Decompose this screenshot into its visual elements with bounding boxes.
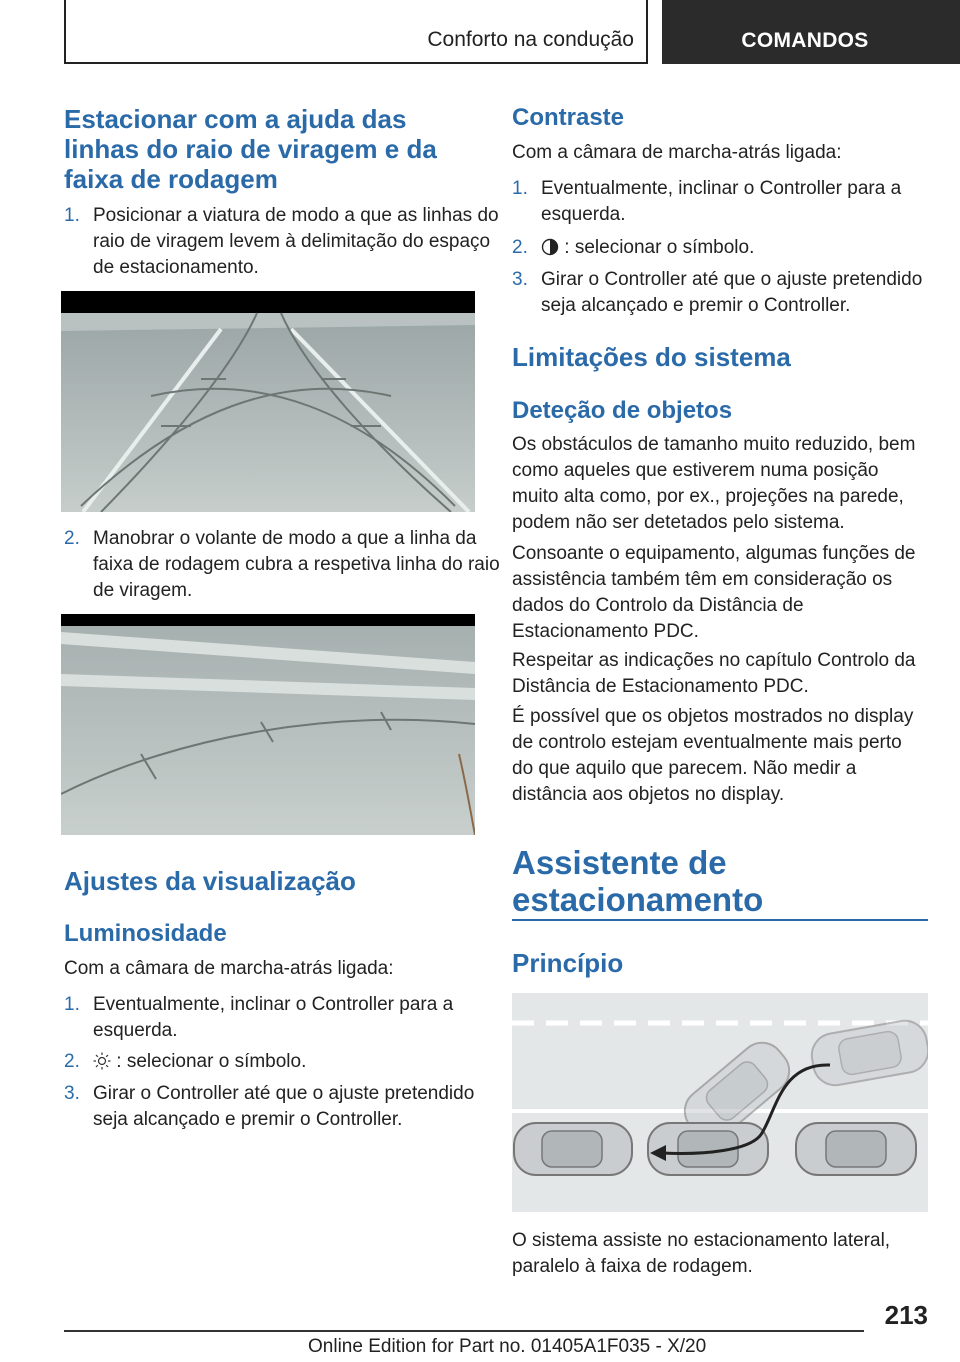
list-item: 2. : selecionar o símbolo. bbox=[64, 1049, 505, 1078]
camera-image-turning-lines bbox=[61, 291, 475, 512]
chapter-tab bbox=[662, 0, 960, 64]
paragraph-principle: O sistema assiste no estacionamento lateral, paralelo à faixa de rodagem. bbox=[512, 1230, 891, 1277]
footer-rule bbox=[64, 1330, 864, 1332]
list-item: 1. Eventualmente, inclinar o Controller para a esquerda. bbox=[64, 994, 454, 1041]
list-item: 1. Eventualmente, inclinar o Controller para a esquerda. bbox=[512, 178, 902, 225]
heading-parking-assistant: Assistente de estacionamento bbox=[512, 844, 764, 918]
heading-system-limits: Limitações do sistema bbox=[512, 342, 791, 372]
parked-car bbox=[514, 1123, 632, 1175]
heading-turning-lines: Estacionar com a ajuda das linhas do raio de viragem e da faixa de rodagem bbox=[64, 104, 437, 194]
subheading-luminosity: Luminosidade bbox=[64, 920, 227, 947]
intro-text-contrast: Com a câmara de marcha-atrás ligada: bbox=[512, 142, 842, 163]
running-header-section: Conforto na condução bbox=[427, 28, 634, 51]
paragraph-pdc-chapter: Respeitar as indicações no capítulo Controlo da Distância de Estacionamento PDC. bbox=[512, 650, 916, 697]
parking-illustration bbox=[512, 993, 928, 1212]
page-number: 213 bbox=[884, 1300, 928, 1330]
chapter-tab-label: COMANDOS bbox=[741, 29, 869, 52]
paragraph-display-distance: É possível que os objetos mostrados no display de controlo estejam eventualmente mais perto do que aquilo que parecem. Não medir a distância aos objetos no display. bbox=[512, 706, 914, 805]
subheading-object-detection: Deteção de objetos bbox=[512, 397, 733, 424]
edition-note: Online Edition for Part no. 01405A1F035 - X/20 bbox=[308, 1336, 707, 1357]
contrast-icon bbox=[541, 238, 559, 264]
list-item: 3. Girar o Controller até que o ajuste pretendido seja alcançado e premir o Controller. bbox=[512, 269, 923, 316]
running-header-box bbox=[64, 0, 648, 64]
intro-text-luminosity: Com a câmara de marcha-atrás ligada: bbox=[64, 958, 394, 979]
paragraph-pdc-data: Consoante o equipamento, algumas funções de assistência também têm em consideração os dados do Controlo da Distância de Estacionamento PDC. bbox=[512, 543, 916, 642]
heading-display-settings: Ajustes da visualização bbox=[64, 866, 356, 896]
list-item: 2. : selecionar o símbolo. bbox=[512, 235, 957, 264]
list-item: 3. Girar o Controller até que o ajuste pretendido seja alcançado e premir o Controller. bbox=[64, 1083, 475, 1130]
brightness-icon bbox=[93, 1052, 111, 1078]
subheading-contrast: Contraste bbox=[512, 104, 625, 131]
list-item: 1. Posicionar a viatura de modo a que as linhas do raio de viragem levem à delimitação do espaço de estacionamento. bbox=[64, 205, 499, 278]
parked-car bbox=[796, 1123, 916, 1175]
camera-image-lane-line bbox=[61, 614, 475, 835]
heading-underline bbox=[512, 919, 928, 921]
heading-principle: Princípio bbox=[512, 948, 624, 978]
list-item: 2. Manobrar o volante de modo a que a linha da faixa de rodagem cubra a respetiva linha do raio de viragem. bbox=[64, 528, 500, 601]
paragraph-small-obstacles: Os obstáculos de tamanho muito reduzido, bem como aqueles que estiverem numa posição muito alta como, por ex., projeções na parede, podem não ser detetados pelo sistema. bbox=[512, 434, 916, 533]
